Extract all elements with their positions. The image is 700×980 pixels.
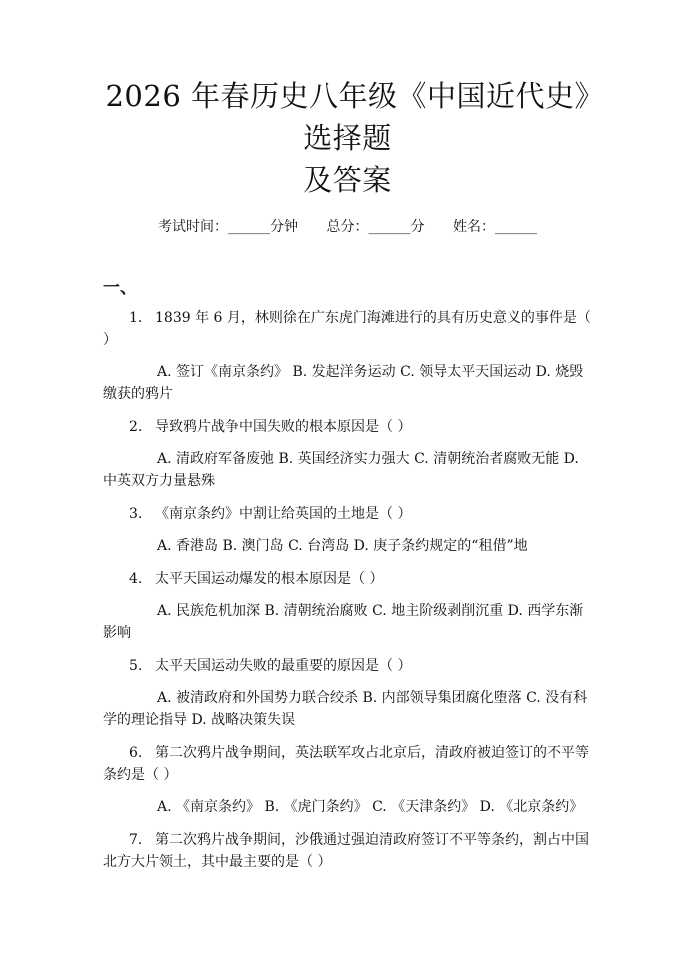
question-options: A. 香港岛 B. 澳门岛 C. 台湾岛 D. 庚子条约规定的“租借”地 [157,538,528,554]
question-number: 5. [129,658,143,674]
question-list [103,307,592,873]
question-options: A. 民族危机加深 B. 清朝统治腐败 C. 地主阶级剥削沉重 D. 西学东渐影响 [103,603,584,641]
question-number: 4. [129,571,143,587]
question-stem: 导致鸦片战争中国失败的根本原因是（ ） [155,419,412,435]
question-item-3 [103,503,592,557]
question-number: 3. [129,506,143,522]
question-stem: 1839 年 6 月，林则徐在广东虎门海滩进行的具有历史意义的事件是（ ） [103,310,591,348]
question-item-2 [103,416,592,492]
document-title [103,75,592,201]
question-text [103,416,592,438]
exam-time-label: 考试时间：______分钟 [158,219,299,235]
question-number: 2. [129,419,143,435]
question-stem: 第二次鸦片战争期间，沙俄通过强迫清政府签订不平等条约，割占中国北方大片领土，其中最主要的是（ ） [103,832,589,870]
question-item-7 [103,829,592,873]
question-text [103,829,592,873]
question-stem: 《南京条约》中割让给英国的土地是（ ） [155,506,412,522]
question-stem: 太平天国运动失败的最重要的原因是（ ） [155,658,412,674]
exam-meta [103,217,592,237]
question-item-1 [103,307,592,405]
question-number: 7. [129,832,143,848]
question-text [103,568,592,590]
question-options: A. 被清政府和外国势力联合绞杀 B. 内部领导集团腐化堕落 C. 没有科学的理论指导 D. 战略决策失误 [103,690,588,728]
title-line-2: 及答案 [303,163,392,197]
question-item-4 [103,568,592,644]
question-options: A. 清政府军备废弛 B. 英国经济实力强大 C. 清朝统治者腐败无能 D. 中英双方力量悬殊 [103,451,579,489]
document-page [0,75,700,980]
question-text [103,307,592,351]
question-item-5 [103,655,592,731]
question-text [103,742,592,786]
question-options: A. 签订《南京条约》 B. 发起洋务运动 C. 领导太平天国运动 D. 烧毁缴获的鸦片 [103,364,584,402]
question-item-6 [103,742,592,818]
student-name-label: 姓名：______ [452,219,537,235]
question-number: 1. [129,310,143,326]
total-score-label: 总分：______分 [326,219,425,235]
section-heading: 一、 [103,278,137,298]
title-line-1: 2026 年春历史八年级《中国近代史》选择题 [105,79,590,155]
question-options: A. 《南京条约》 B. 《虎门条约》 C. 《天津条约》 D. 《北京条约》 [157,799,584,815]
question-stem: 第二次鸦片战争期间，英法联军攻占北京后，清政府被迫签订的不平等条约是（ ） [103,745,589,783]
question-text [103,655,592,677]
question-number: 6. [129,745,143,761]
question-stem: 太平天国运动爆发的根本原因是（ ） [155,571,384,587]
question-text [103,503,592,525]
